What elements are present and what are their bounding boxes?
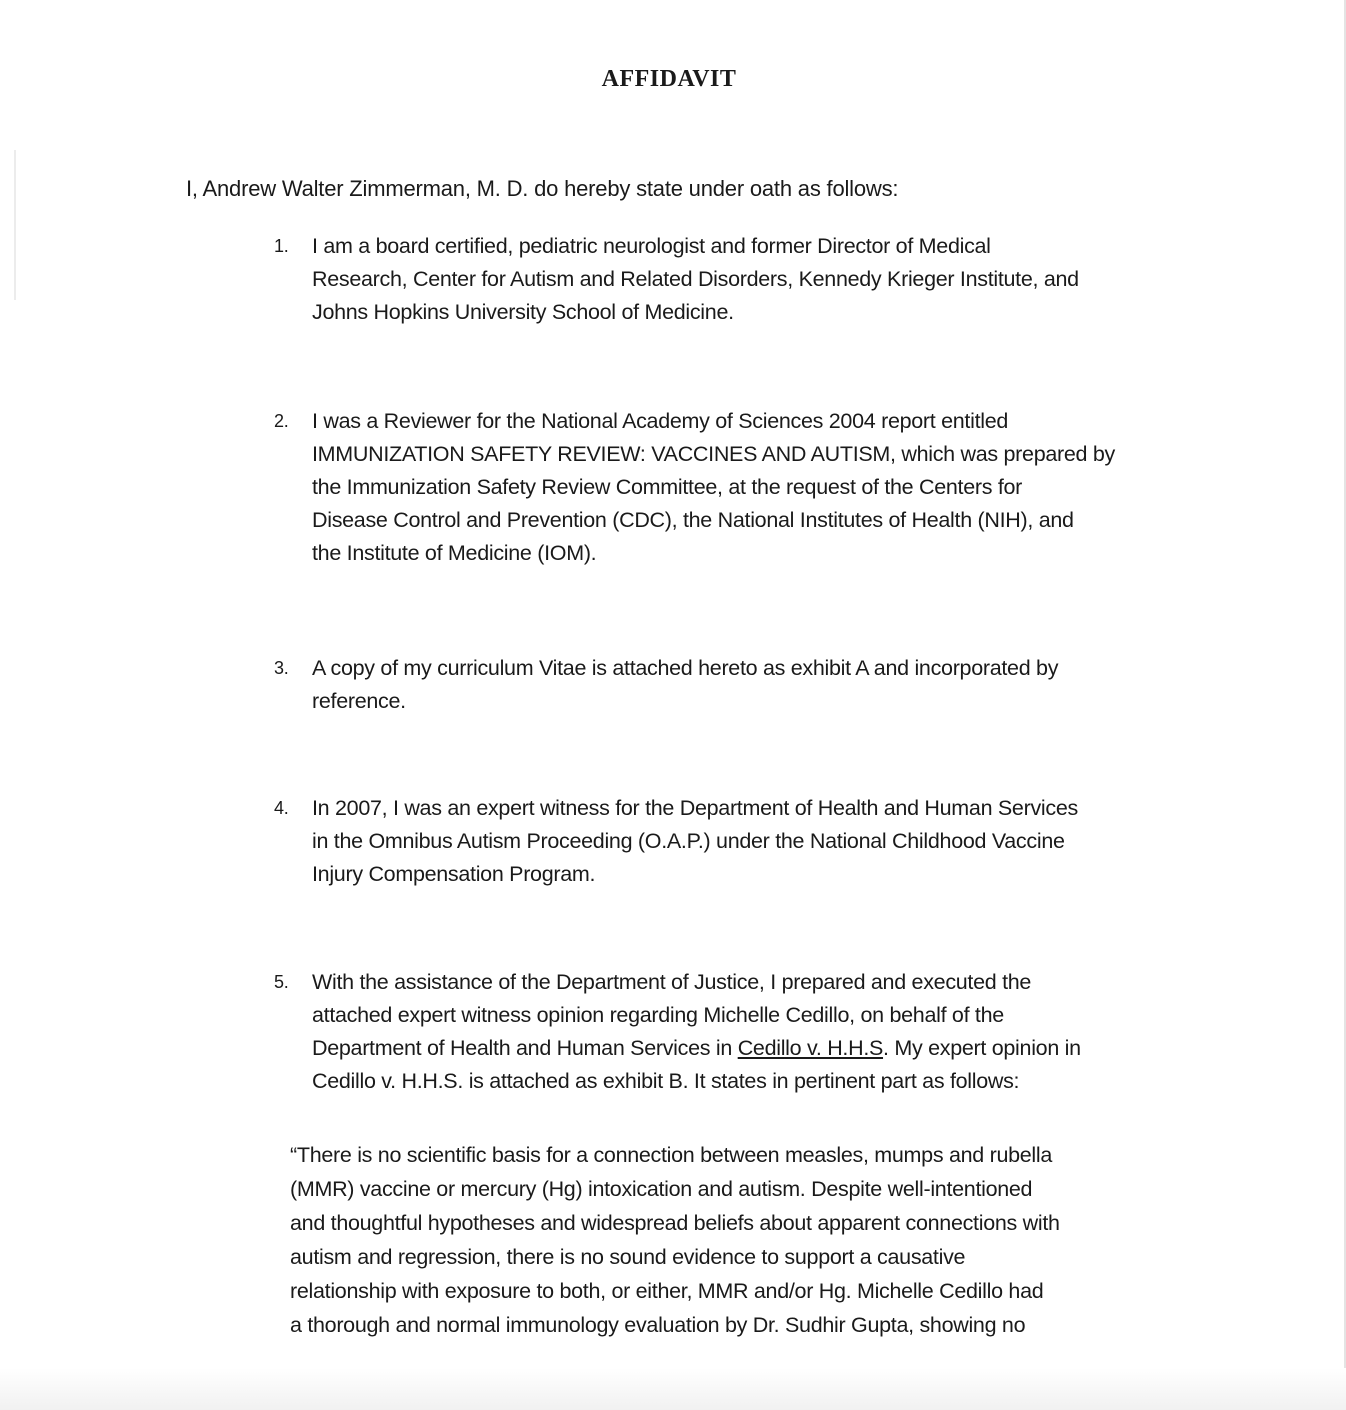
item-line: With the assistance of the Department of Justice, I prepared and executed the bbox=[312, 970, 1032, 994]
item-text bbox=[312, 792, 1162, 891]
item-text bbox=[312, 966, 1162, 1098]
quote-line: (MMR) vaccine or mercury (Hg) intoxication and autism. Despite well-intentioned bbox=[290, 1177, 1033, 1201]
item-text bbox=[312, 405, 1162, 570]
case-citation: Cedillo v. H.H.S bbox=[737, 1036, 884, 1060]
quote-line: “There is no scientific basis for a connection between measles, mumps and rubella bbox=[290, 1143, 1053, 1167]
scan-bottom-shadow bbox=[0, 1368, 1346, 1410]
item-line-suffix: . My expert opinion in bbox=[883, 1036, 1081, 1060]
item-line: the Institute of Medicine (IOM). bbox=[312, 541, 597, 565]
item-line: I was a Reviewer for the National Academy of Sciences 2004 report entitled bbox=[312, 409, 1009, 433]
item-line: A copy of my curriculum Vitae is attached hereto as exhibit A and incorporated by bbox=[312, 656, 1059, 680]
item-line: Disease Control and Prevention (CDC), the National Institutes of Health (NIH), and bbox=[312, 508, 1074, 532]
item-line: Research, Center for Autism and Related Disorders, Kennedy Krieger Institute, and bbox=[312, 267, 1079, 291]
item-line: Injury Compensation Program. bbox=[312, 862, 596, 886]
quote-line: and thoughtful hypotheses and widespread beliefs about apparent connections with bbox=[290, 1211, 1060, 1235]
item-number: 4. bbox=[274, 798, 289, 818]
quote-line: autism and regression, there is no sound evidence to support a causative bbox=[290, 1245, 966, 1269]
item-number: 1. bbox=[274, 236, 289, 256]
item-line: the Immunization Safety Review Committee, at the request of the Centers for bbox=[312, 475, 1023, 499]
item-number: 2. bbox=[274, 411, 289, 431]
item-line: in the Omnibus Autism Proceeding (O.A.P.) under the National Childhood Vaccine bbox=[312, 829, 1065, 853]
item-line bbox=[312, 1032, 1162, 1065]
item-line-prefix: Department of Health and Human Services in bbox=[312, 1036, 738, 1060]
intro-statement: I, Andrew Walter Zimmerman, M. D. do hereby state under oath as follows: bbox=[186, 176, 899, 201]
item-line: Cedillo v. H.H.S. is attached as exhibit B. It states in pertinent part as follows: bbox=[312, 1069, 1020, 1093]
item-line: I am a board certified, pediatric neurologist and former Director of Medical bbox=[312, 234, 991, 258]
quoted-opinion bbox=[290, 1138, 1160, 1342]
item-line: reference. bbox=[312, 689, 406, 713]
item-text bbox=[312, 230, 1162, 329]
document-title: AFFIDAVIT bbox=[601, 66, 737, 92]
quote-line: relationship with exposure to both, or either, MMR and/or Hg. Michelle Cedillo had bbox=[290, 1279, 1044, 1303]
item-number: 5. bbox=[274, 972, 289, 992]
quote-line: a thorough and normal immunology evaluation by Dr. Sudhir Gupta, showing no bbox=[290, 1313, 1026, 1337]
item-line: attached expert witness opinion regarding Michelle Cedillo, on behalf of the bbox=[312, 1003, 1004, 1027]
item-number: 3. bbox=[274, 658, 289, 678]
item-line: IMMUNIZATION SAFETY REVIEW: VACCINES AND AUTISM, which was prepared by bbox=[312, 442, 1115, 466]
scan-edge-left bbox=[14, 150, 16, 300]
item-text bbox=[312, 652, 1162, 718]
item-line: Johns Hopkins University School of Medicine. bbox=[312, 300, 734, 324]
item-line: In 2007, I was an expert witness for the Department of Health and Human Services bbox=[312, 796, 1078, 820]
